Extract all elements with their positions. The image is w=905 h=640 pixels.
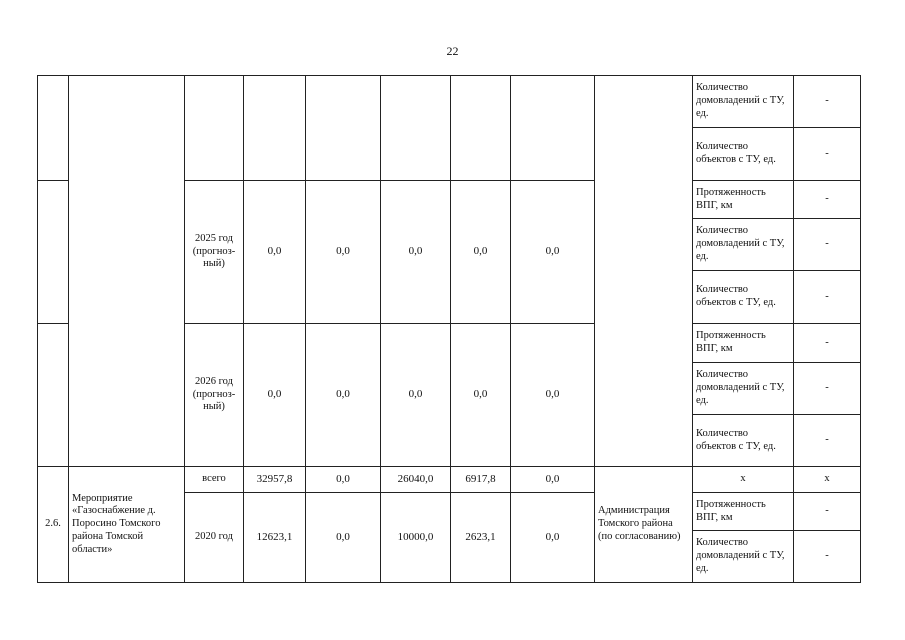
indicator-value: - [794, 219, 861, 271]
indicator-gas-length: Протяженность ВПГ, км [693, 324, 794, 363]
indicator-value-x: x [794, 467, 861, 493]
value-federal: 0,0 [306, 181, 381, 324]
indicator-objects: Количество объектов с ТУ, ед. [693, 415, 794, 467]
number-cell-empty [38, 76, 69, 181]
value-local: 0,0 [451, 181, 511, 324]
total-value-extra: 0,0 [511, 467, 595, 493]
y2020-value-total: 12623,1 [244, 493, 306, 583]
y2020-value-federal: 0,0 [306, 493, 381, 583]
total-value-total: 32957,8 [244, 467, 306, 493]
total-label: всего [185, 467, 244, 493]
indicator-gas-length: Протяженность ВПГ, км [693, 493, 794, 531]
value-cell-empty [381, 76, 451, 181]
value-cell-empty [511, 76, 595, 181]
value-cell-empty [451, 76, 511, 181]
measure-number: 2.6. [38, 467, 69, 583]
total-value-local: 6917,8 [451, 467, 511, 493]
indicator-value: - [794, 493, 861, 531]
year-2026: 2026 год (прогноз-ный) [185, 324, 244, 467]
table-row [38, 76, 861, 128]
executor-cell-empty [595, 76, 693, 467]
number-cell-empty [38, 181, 69, 324]
measure-name: Мероприятие «Газоснабжение д. Поросино Томского района Томской области» [69, 467, 185, 583]
total-value-federal: 0,0 [306, 467, 381, 493]
program-table [37, 75, 861, 583]
table-row-total [38, 467, 861, 493]
year-cell-empty [185, 76, 244, 181]
indicator-value: - [794, 324, 861, 363]
value-total: 0,0 [244, 181, 306, 324]
y2020-value-regional: 10000,0 [381, 493, 451, 583]
indicator-value: - [794, 128, 861, 181]
measure-executor: Администрация Томского района (по согласованию) [595, 467, 693, 583]
value-federal: 0,0 [306, 324, 381, 467]
indicator-x: x [693, 467, 794, 493]
value-total: 0,0 [244, 324, 306, 467]
indicator-value: - [794, 76, 861, 128]
indicator-value: - [794, 415, 861, 467]
y2020-value-extra: 0,0 [511, 493, 595, 583]
value-regional: 0,0 [381, 181, 451, 324]
number-cell-empty [38, 324, 69, 467]
indicator-value: - [794, 181, 861, 219]
name-cell-empty [69, 76, 185, 467]
indicator-value: - [794, 271, 861, 324]
indicator-value: - [794, 363, 861, 415]
value-extra: 0,0 [511, 324, 595, 467]
value-regional: 0,0 [381, 324, 451, 467]
indicator-households: Количество домовладений с ТУ, ед. [693, 531, 794, 583]
value-extra: 0,0 [511, 181, 595, 324]
total-value-regional: 26040,0 [381, 467, 451, 493]
indicator-objects: Количество объектов с ТУ, ед. [693, 271, 794, 324]
y2020-value-local: 2623,1 [451, 493, 511, 583]
indicator-households: Количество домовладений с ТУ, ед. [693, 219, 794, 271]
indicator-households: Количество домовладений с ТУ, ед. [693, 363, 794, 415]
year-2025: 2025 год (прогноз-ный) [185, 181, 244, 324]
indicator-objects: Количество объектов с ТУ, ед. [693, 128, 794, 181]
page-number: 22 [446, 44, 459, 58]
value-local: 0,0 [451, 324, 511, 467]
indicator-value: - [794, 531, 861, 583]
indicator-gas-length: Протяженность ВПГ, км [693, 181, 794, 219]
year-2020: 2020 год [185, 493, 244, 583]
value-cell-empty [306, 76, 381, 181]
indicator-households: Количество домовладений с ТУ, ед. [693, 76, 794, 128]
value-cell-empty [244, 76, 306, 181]
